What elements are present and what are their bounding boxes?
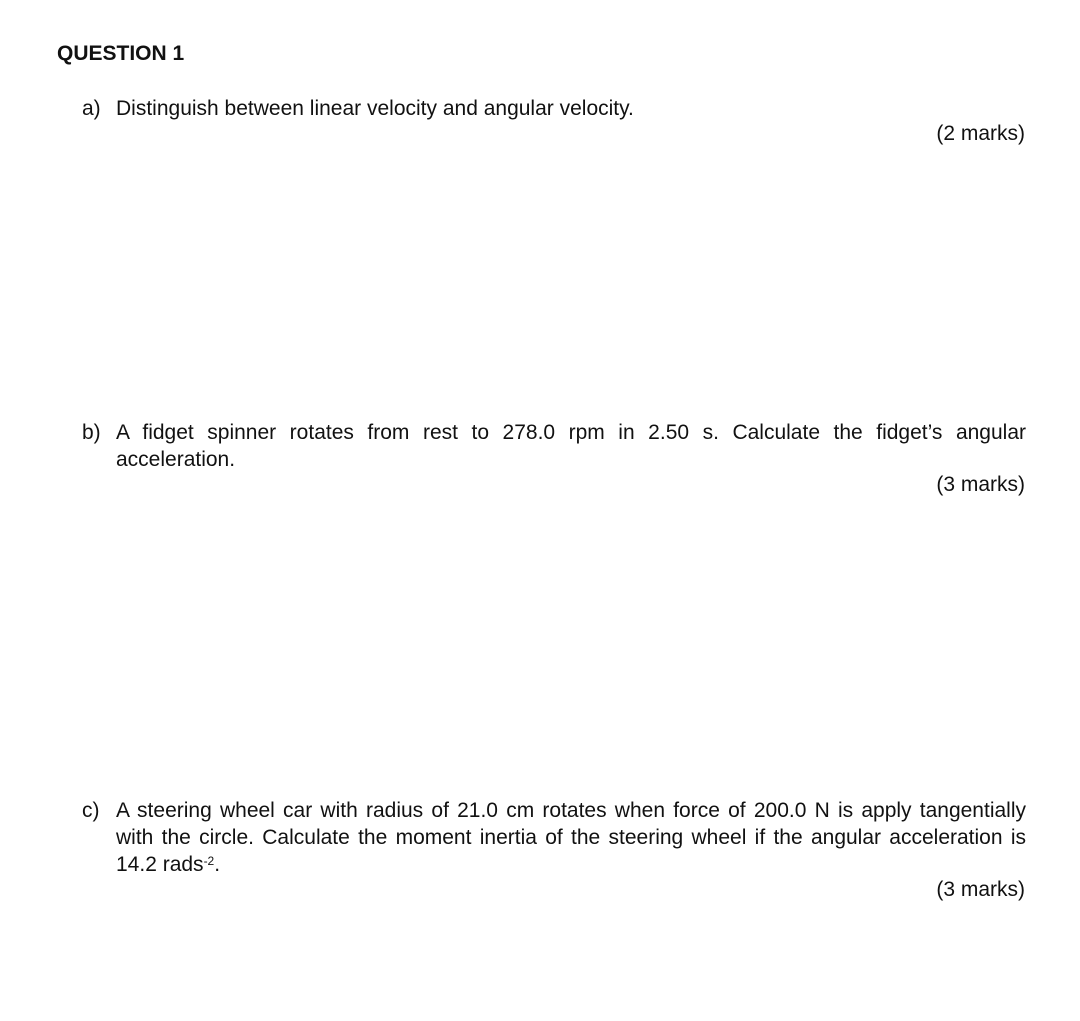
question-b [82,419,1026,473]
question-b-text: A fidget spinner rotates from rest to 278.0 rpm in 2.50 s. Calculate the fidget’s angular acceleration. [116,421,1026,471]
question-a-marks: (2 marks) [936,122,1025,145]
question-c-marks: (3 marks) [936,878,1025,901]
question-c-body: A steering wheel car with radius of 21.0 cm rotates when force of 200.0 N is apply tangentially with the circle. Calculate the moment inertia of the steering wheel if the angular acceleration is 14.2 rads [116,799,1026,876]
question-a-text: Distinguish between linear velocity and angular velocity. [116,97,634,120]
question-b-marks: (3 marks) [936,473,1025,496]
question-c-period: . [214,853,221,876]
question-b-label: b) [82,421,101,444]
question-a-label: a) [82,97,101,120]
question-c [82,797,1026,878]
question-title: QUESTION 1 [57,42,185,65]
question-c-label: c) [82,799,100,822]
question-c-exponent: -2 [203,854,215,868]
question-c-text [116,797,1026,878]
question-a [82,95,1026,122]
